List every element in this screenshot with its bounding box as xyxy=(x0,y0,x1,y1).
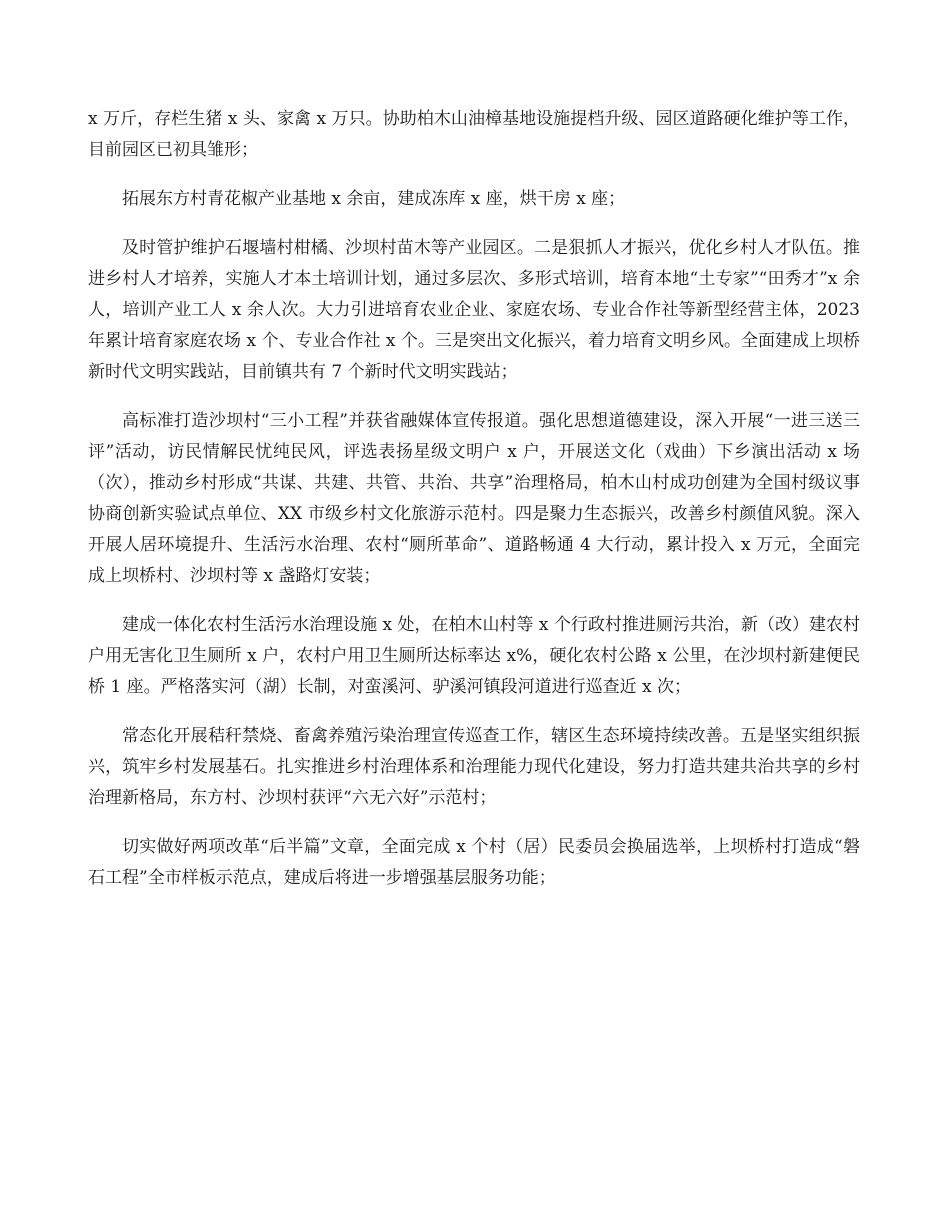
paragraph-7: 切实做好两项改革“后半篇”文章，全面完成 x 个村（居）民委员会换届选举，上坝桥村打造成“磐石工程”全市样板示范点，建成后将进一步增强基层服务功能； xyxy=(88,837,860,888)
paragraph-5: 建成一体化农村生活污水治理设施 x 处，在柏木山村等 x 个行政村推进厕污共治，新（改）建农村户用无害化卫生厕所 x 户，农村户用卫生厕所达标率达 x%，硬化农村公路 x 公里，在沙坝村新建便民桥 1 座。严格落实河（湖）长制，对蛮溪河、驴溪河镇段河道进行巡查近 x 次； xyxy=(88,615,860,697)
paragraph-6: 常态化开展秸秆禁烧、畜禽养殖污染治理宣传巡查工作，辖区生态环境持续改善。五是坚实组织振兴，筑牢乡村发展基石。扎实推进乡村治理体系和治理能力现代化建设，努力打造共建共治共享的乡村治理新格局，东方村、沙坝村获评“六无六好”示范村； xyxy=(88,726,860,808)
paragraph-2: 拓展东方村青花椒产业基地 x 余亩，建成冻库 x 座，烘干房 x 座； xyxy=(122,189,626,209)
document-body xyxy=(88,104,860,912)
paragraph-4: 高标准打造沙坝村“三小工程”并获省融媒体宣传报道。强化思想道德建设，深入开展“一进三送三评”活动，访民情解民忧纯民风，评选表扬星级文明户 x 户，开展送文化（戏曲）下乡演出活动 x 场（次），推动乡村形成“共谋、共建、共管、共治、共享”治理格局，柏木山村成功创建为全国村级议事协商创新实验试点单位、XX 市级乡村文化旅游示范村。四是聚力生态振兴，改善乡村颜值风貌。深入开展人居环境提升、生活污水治理、农村“厕所革命”、道路畅通 4 大行动，累计投入 x 万元，全面完成上坝桥村、沙坝村等 x 盏路灯安装； xyxy=(88,411,860,586)
paragraph-1: x 万斤，存栏生猪 x 头、家禽 x 万只。协助柏木山油樟基地设施提档升级、园区道路硬化维护等工作，目前园区已初具雏形； xyxy=(88,109,860,160)
paragraph-3: 及时管护维护石堰墙村柑橘、沙坝村苗木等产业园区。二是狠抓人才振兴，优化乡村人才队伍。推进乡村人才培养，实施人才本土培训计划，通过多层次、多形式培训，培育本地“土专家”“田秀才”x 余人，培训产业工人 x 余人次。大力引进培育农业企业、家庭农场、专业合作社等新型经营主体，2023 年累计培育家庭农场 x 个、专业合作社 x 个。三是突出文化振兴，着力培育文明乡风。全面建成上坝桥新时代文明实践站，目前镇共有 7 个新时代文明实践站； xyxy=(88,238,860,382)
